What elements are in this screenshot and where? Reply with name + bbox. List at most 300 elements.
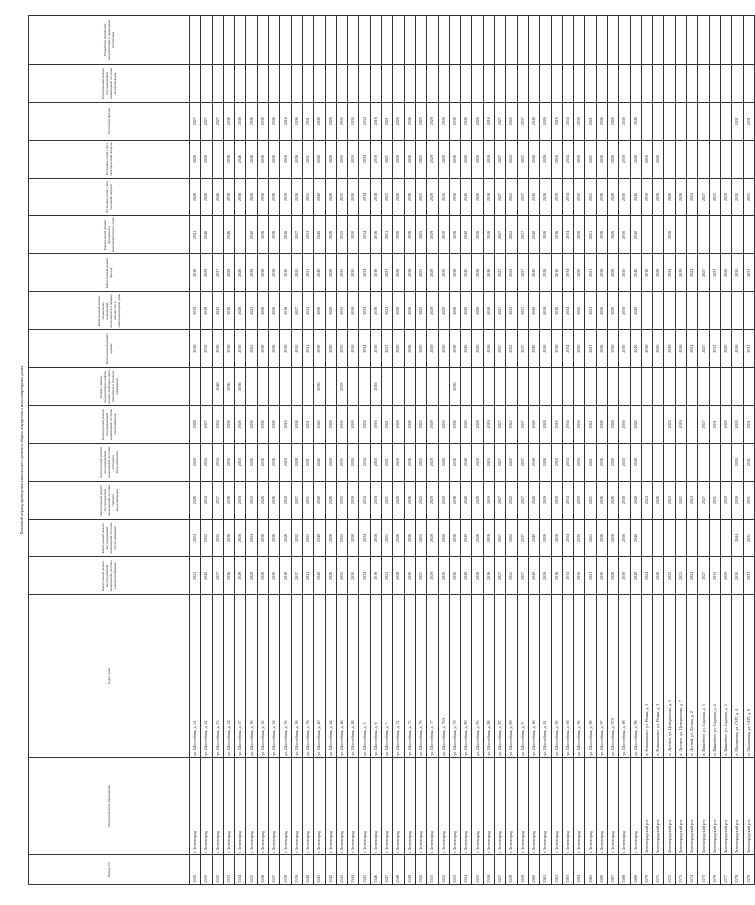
year-cell: 2036 xyxy=(257,140,268,178)
year-cell: 2016 xyxy=(641,140,652,178)
year-cell: 2026 xyxy=(325,102,336,140)
year-cell: 2019 xyxy=(664,330,675,368)
row-address: ул. Шоссейная, д. 46 xyxy=(336,595,347,757)
year-cell xyxy=(732,292,743,330)
row-address: ул. Шоссейная, д. 90 xyxy=(528,595,539,757)
year-cell: 2030 xyxy=(574,102,585,140)
year-cell xyxy=(743,368,754,406)
row-number: 1556 xyxy=(483,855,494,885)
year-cell: 2035 xyxy=(336,330,347,368)
year-cell: 2040 xyxy=(461,443,472,481)
year-cell: 2031 xyxy=(743,557,754,595)
year-cell: 2030 xyxy=(348,216,359,254)
year-cell: 2040 xyxy=(461,140,472,178)
table-row xyxy=(551,16,562,885)
year-cell xyxy=(720,292,731,330)
year-cell xyxy=(619,64,630,102)
year-cell: 2040 xyxy=(314,557,325,595)
year-cell xyxy=(664,519,675,557)
row-number: 1569 xyxy=(630,855,641,885)
year-cell: 2040 xyxy=(630,254,641,292)
row-municipality: г. Зеленоград xyxy=(574,757,585,854)
header-work-type: Установка узлов учета тепловой энергии xyxy=(29,178,190,216)
year-cell: 2020 xyxy=(720,254,731,292)
year-cell xyxy=(461,64,472,102)
row-municipality: Зеленоградский р-н xyxy=(709,757,720,854)
year-cell: 2036 xyxy=(404,405,415,443)
year-cell xyxy=(190,368,201,406)
year-cell: 2016 xyxy=(551,443,562,481)
year-cell: 2034 xyxy=(201,481,212,519)
year-cell: 2035 xyxy=(336,102,347,140)
year-cell: 2030 xyxy=(348,481,359,519)
year-cell: 2027 xyxy=(495,216,506,254)
table-row xyxy=(269,16,280,885)
row-address: п. Луговое, ул. Центральная, д. 5 xyxy=(664,595,675,757)
year-cell: 2029 xyxy=(427,519,438,557)
year-cell: 2040 xyxy=(314,178,325,216)
year-cell: 2030 xyxy=(348,519,359,557)
year-cell xyxy=(687,140,698,178)
year-cell: 2016 xyxy=(370,405,381,443)
year-cell: 2030 xyxy=(574,330,585,368)
year-cell: 2026 xyxy=(325,481,336,519)
year-cell: 2036 xyxy=(404,216,415,254)
year-cell xyxy=(653,519,664,557)
row-municipality: г. Зеленоград xyxy=(257,757,268,854)
year-cell xyxy=(641,443,652,481)
year-cell: 2034 xyxy=(562,102,573,140)
year-cell: 2032 xyxy=(201,519,212,557)
year-cell xyxy=(517,64,528,102)
year-cell xyxy=(732,368,743,406)
header-last: Разработка проектной документации и проведение экспертизы xyxy=(29,16,190,65)
year-cell: 2046 xyxy=(212,178,223,216)
year-cell xyxy=(325,368,336,406)
year-cell: 2026 xyxy=(675,178,686,216)
year-cell xyxy=(675,102,686,140)
year-cell xyxy=(709,102,720,140)
year-cell xyxy=(720,216,731,254)
year-cell: 2026 xyxy=(607,481,618,519)
year-cell xyxy=(585,64,596,102)
year-cell: 2021 xyxy=(585,405,596,443)
year-cell: 2026 xyxy=(472,254,483,292)
year-cell: 2040 xyxy=(630,330,641,368)
year-cell: 2019 xyxy=(675,254,686,292)
year-cell: 2036 xyxy=(596,216,607,254)
year-cell xyxy=(653,292,664,330)
last-cell xyxy=(201,16,212,65)
year-cell: 2036 xyxy=(449,443,460,481)
year-cell: 2026 xyxy=(472,557,483,595)
row-number: 1577 xyxy=(720,855,731,885)
year-cell: 2035 xyxy=(212,519,223,557)
year-cell: 2036 xyxy=(596,519,607,557)
year-cell xyxy=(280,64,291,102)
year-cell xyxy=(664,443,675,481)
year-cell xyxy=(404,64,415,102)
year-cell xyxy=(212,64,223,102)
year-cell: 2021 xyxy=(382,140,393,178)
row-number: 1559 xyxy=(517,855,528,885)
year-cell: 2036 xyxy=(269,330,280,368)
year-cell: 2031 xyxy=(302,443,313,481)
year-cell xyxy=(257,64,268,102)
year-cell xyxy=(720,519,731,557)
year-cell: 2026 xyxy=(540,254,551,292)
year-cell: 2016 xyxy=(370,178,381,216)
year-cell xyxy=(653,443,664,481)
year-cell xyxy=(427,368,438,406)
row-municipality: г. Зеленоград xyxy=(415,757,426,854)
year-cell xyxy=(246,368,257,406)
year-cell xyxy=(336,64,347,102)
year-cell: 2016 xyxy=(280,330,291,368)
year-cell: 2019 xyxy=(190,292,201,330)
year-cell: 2036 xyxy=(269,557,280,595)
year-cell: 2025 xyxy=(415,405,426,443)
year-cell: 2036 xyxy=(257,330,268,368)
table-row xyxy=(404,16,415,885)
year-cell: 2026 xyxy=(472,178,483,216)
row-address: ул. Шоссейная, д. 36 xyxy=(291,595,302,757)
year-cell xyxy=(641,405,652,443)
year-cell xyxy=(675,292,686,330)
year-cell: 2026 xyxy=(325,519,336,557)
year-cell: 2030 xyxy=(732,178,743,216)
row-address: п. Вишнёвое, ул. Садовая, д. 4 xyxy=(709,595,720,757)
year-cell: 2036 xyxy=(291,140,302,178)
header-work-type: Капитальный ремонт внутридомовой инженерной системы электроснабжения xyxy=(29,557,190,595)
year-cell: 2036 xyxy=(404,330,415,368)
year-cell: 2030 xyxy=(348,292,359,330)
last-cell xyxy=(212,16,223,65)
year-cell: 2026 xyxy=(257,481,268,519)
last-cell xyxy=(698,16,709,65)
year-cell xyxy=(574,64,585,102)
last-cell xyxy=(235,16,246,65)
year-cell: 2026 xyxy=(325,330,336,368)
year-cell: 2024 xyxy=(190,519,201,557)
table-body xyxy=(190,16,755,885)
year-cell: 2036 xyxy=(596,140,607,178)
row-address: ул. Шоссейная, д. 80 xyxy=(461,595,472,757)
row-address: п. Лесной, ул. Лесная, д. 2 xyxy=(687,595,698,757)
year-cell: 2030 xyxy=(438,140,449,178)
year-cell xyxy=(506,64,517,102)
page-heading: Плановый период проведения капитального ремонта общего имущества в многоквартирных домах xyxy=(19,365,24,535)
year-cell: 2025 xyxy=(415,557,426,595)
table-row xyxy=(653,16,664,885)
row-number: 1574 xyxy=(687,855,698,885)
year-cell xyxy=(280,368,291,406)
year-cell: 2021 xyxy=(190,557,201,595)
year-cell: 2022 xyxy=(506,216,517,254)
year-cell: 2026 xyxy=(325,178,336,216)
year-cell: 2040 xyxy=(528,519,539,557)
year-cell: 2025 xyxy=(415,519,426,557)
row-municipality: г. Зеленоград xyxy=(483,757,494,854)
year-cell: 2036 xyxy=(404,519,415,557)
year-cell: 2026 xyxy=(190,140,201,178)
table-row xyxy=(461,16,472,885)
row-municipality: г. Зеленоград xyxy=(472,757,483,854)
year-cell xyxy=(235,216,246,254)
year-cell xyxy=(314,64,325,102)
year-cell: 2016 xyxy=(675,405,686,443)
year-cell: 2026 xyxy=(235,254,246,292)
year-cell: 2036 xyxy=(257,178,268,216)
year-cell: 2028 xyxy=(190,405,201,443)
year-cell: 2026 xyxy=(472,292,483,330)
year-cell: 2016 xyxy=(370,481,381,519)
last-cell xyxy=(472,16,483,65)
header-address: Адрес дома xyxy=(29,595,190,757)
year-cell xyxy=(269,64,280,102)
year-cell: 2041 xyxy=(190,216,201,254)
row-number: 1558 xyxy=(506,855,517,885)
year-cell xyxy=(415,64,426,102)
row-municipality: г. Зеленоград xyxy=(427,757,438,854)
year-cell: 2046 xyxy=(223,216,234,254)
year-cell: 2027 xyxy=(495,405,506,443)
row-municipality: г. Зеленоград xyxy=(449,757,460,854)
row-address: ул. Шоссейная, д. 27 xyxy=(235,595,246,757)
year-cell: 2036 xyxy=(235,102,246,140)
row-number: 1553 xyxy=(449,855,460,885)
year-cell: 2026 xyxy=(540,102,551,140)
row-number: 1563 xyxy=(562,855,573,885)
row-number: 1547 xyxy=(382,855,393,885)
year-cell: 2042 xyxy=(201,557,212,595)
table-row xyxy=(607,16,618,885)
year-cell xyxy=(743,64,754,102)
year-cell xyxy=(449,64,460,102)
year-cell: 2026 xyxy=(325,254,336,292)
year-cell: 2031 xyxy=(709,481,720,519)
last-cell xyxy=(438,16,449,65)
row-address: ул. Шоссейная, д. 89 xyxy=(506,595,517,757)
year-cell: 2021 xyxy=(675,481,686,519)
year-cell: 2035 xyxy=(336,481,347,519)
year-cell: 2025 xyxy=(415,140,426,178)
year-cell xyxy=(190,64,201,102)
row-address: ул. Шоссейная, д. 7 xyxy=(382,595,393,757)
year-cell: 2031 xyxy=(302,292,313,330)
year-cell: 2016 xyxy=(641,330,652,368)
year-cell xyxy=(246,64,257,102)
year-cell: 2040 xyxy=(314,519,325,557)
year-cell xyxy=(641,368,652,406)
last-cell xyxy=(302,16,313,65)
table-row xyxy=(325,16,336,885)
year-cell xyxy=(687,405,698,443)
year-cell: 2029 xyxy=(427,140,438,178)
year-cell: 2037 xyxy=(212,254,223,292)
year-cell: 2036 xyxy=(596,443,607,481)
year-cell: 2028 xyxy=(246,557,257,595)
table-row xyxy=(348,16,359,885)
table-row xyxy=(483,16,494,885)
row-municipality: г. Зеленоград xyxy=(348,757,359,854)
table-row xyxy=(370,16,381,885)
year-cell xyxy=(551,368,562,406)
year-cell: 2043 xyxy=(212,292,223,330)
year-cell: 2024 xyxy=(687,178,698,216)
year-cell xyxy=(653,405,664,443)
year-cell: 2029 xyxy=(427,405,438,443)
year-cell xyxy=(223,64,234,102)
year-cell: 2021 xyxy=(382,292,393,330)
year-cell: 2021 xyxy=(382,519,393,557)
year-cell: 2040 xyxy=(246,216,257,254)
year-cell: 2030 xyxy=(619,216,630,254)
table-row xyxy=(698,16,709,885)
year-cell: 2036 xyxy=(404,481,415,519)
year-cell xyxy=(641,102,652,140)
row-number: 1549 xyxy=(404,855,415,885)
year-cell: 2036 xyxy=(223,140,234,178)
year-cell: 2023 xyxy=(664,481,675,519)
year-cell: 2040 xyxy=(528,140,539,178)
year-cell: 2016 xyxy=(641,178,652,216)
year-cell: 2022 xyxy=(506,443,517,481)
row-number: 1572 xyxy=(664,855,675,885)
year-cell: 2034 xyxy=(562,330,573,368)
year-cell: 2030 xyxy=(438,102,449,140)
row-number: 1537 xyxy=(269,855,280,885)
row-address: ул. Шоссейная, д. 9 xyxy=(517,595,528,757)
year-cell xyxy=(427,64,438,102)
year-cell: 2035 xyxy=(336,216,347,254)
row-number: 1533 xyxy=(223,855,234,885)
year-cell: 2040 xyxy=(461,216,472,254)
table-row xyxy=(472,16,483,885)
year-cell: 2016 xyxy=(370,519,381,557)
year-cell: 2020 xyxy=(720,557,731,595)
year-cell: 2016 xyxy=(551,140,562,178)
last-cell xyxy=(336,16,347,65)
year-cell: 2024 xyxy=(687,330,698,368)
header-work-type: Установка узлов учета электрической энергии xyxy=(29,140,190,178)
year-cell xyxy=(472,64,483,102)
year-cell: 2030 xyxy=(619,519,630,557)
year-cell: 2030 xyxy=(348,140,359,178)
year-cell: 2026 xyxy=(472,102,483,140)
year-cell: 2040 xyxy=(461,519,472,557)
year-cell: 2027 xyxy=(495,557,506,595)
header-work-type: Утепление фасада xyxy=(29,102,190,140)
year-cell xyxy=(585,368,596,406)
row-number: 1543 xyxy=(336,855,347,885)
year-cell: 2040 xyxy=(630,557,641,595)
year-cell: 2027 xyxy=(495,519,506,557)
row-address: п. Вишнёвое, ул. Садовая, д. 5 xyxy=(720,595,731,757)
year-cell: 2026 xyxy=(472,443,483,481)
year-cell: 2036 xyxy=(291,102,302,140)
table-row xyxy=(212,16,223,885)
year-cell: 2025 xyxy=(415,443,426,481)
year-cell: 2016 xyxy=(370,557,381,595)
year-cell: 2022 xyxy=(506,519,517,557)
year-cell: 2037 xyxy=(517,254,528,292)
table-row xyxy=(415,16,426,885)
row-address: ул. Шоссейная, д. 75 xyxy=(404,595,415,757)
year-cell: 2040 xyxy=(630,443,641,481)
year-cell xyxy=(630,368,641,406)
last-cell xyxy=(190,16,201,65)
year-cell: 2040 xyxy=(314,216,325,254)
year-cell: 2036 xyxy=(223,557,234,595)
year-cell xyxy=(687,368,698,406)
row-address: ул. Шоссейная, д. 79А xyxy=(438,595,449,757)
year-cell: 2044 xyxy=(732,519,743,557)
row-number: 1542 xyxy=(325,855,336,885)
table-row xyxy=(246,16,257,885)
year-cell: 2029 xyxy=(427,292,438,330)
year-cell: 2036 xyxy=(314,368,325,406)
year-cell: 2036 xyxy=(269,254,280,292)
year-cell: 2036 xyxy=(404,254,415,292)
year-cell: 2031 xyxy=(302,102,313,140)
year-cell xyxy=(720,368,731,406)
row-address: ул. Шоссейная, д. 95 xyxy=(574,595,585,757)
year-cell: 2035 xyxy=(336,140,347,178)
year-cell: 2037 xyxy=(517,405,528,443)
year-cell: 2021 xyxy=(382,443,393,481)
year-cell: 2016 xyxy=(483,102,494,140)
year-cell: 2034 xyxy=(359,330,370,368)
row-address: ул. Шоссейная, д. 86 xyxy=(483,595,494,757)
year-cell: 2037 xyxy=(517,330,528,368)
row-number: 1562 xyxy=(551,855,562,885)
year-cell: 2030 xyxy=(619,557,630,595)
year-cell: 2026 xyxy=(653,481,664,519)
row-number: 1546 xyxy=(370,855,381,885)
year-cell: 2026 xyxy=(235,519,246,557)
year-cell: 2034 xyxy=(359,102,370,140)
year-cell: 2030 xyxy=(348,254,359,292)
year-cell: 2040 xyxy=(461,557,472,595)
last-cell xyxy=(495,16,506,65)
year-cell xyxy=(675,368,686,406)
year-cell xyxy=(495,64,506,102)
year-cell: 2032 xyxy=(201,330,212,368)
year-cell: 2031 xyxy=(709,330,720,368)
year-cell: 2016 xyxy=(483,292,494,330)
year-cell: 2037 xyxy=(517,481,528,519)
year-cell: 2034 xyxy=(201,443,212,481)
year-cell xyxy=(540,64,551,102)
row-municipality: г. Зеленоград xyxy=(269,757,280,854)
year-cell: 2026 xyxy=(201,140,212,178)
year-cell: 2020 xyxy=(720,405,731,443)
row-address: ул. Шоссейная, д. 32 xyxy=(257,595,268,757)
year-cell: 2016 xyxy=(280,519,291,557)
year-cell: 2036 xyxy=(257,443,268,481)
year-cell: 2030 xyxy=(348,405,359,443)
year-cell: 2036 xyxy=(269,102,280,140)
year-cell: 2036 xyxy=(449,368,460,406)
year-cell xyxy=(720,443,731,481)
year-cell xyxy=(732,140,743,178)
year-cell xyxy=(619,368,630,406)
year-cell: 2016 xyxy=(551,481,562,519)
year-cell: 2025 xyxy=(415,481,426,519)
last-cell xyxy=(720,16,731,65)
year-cell: 2026 xyxy=(472,216,483,254)
